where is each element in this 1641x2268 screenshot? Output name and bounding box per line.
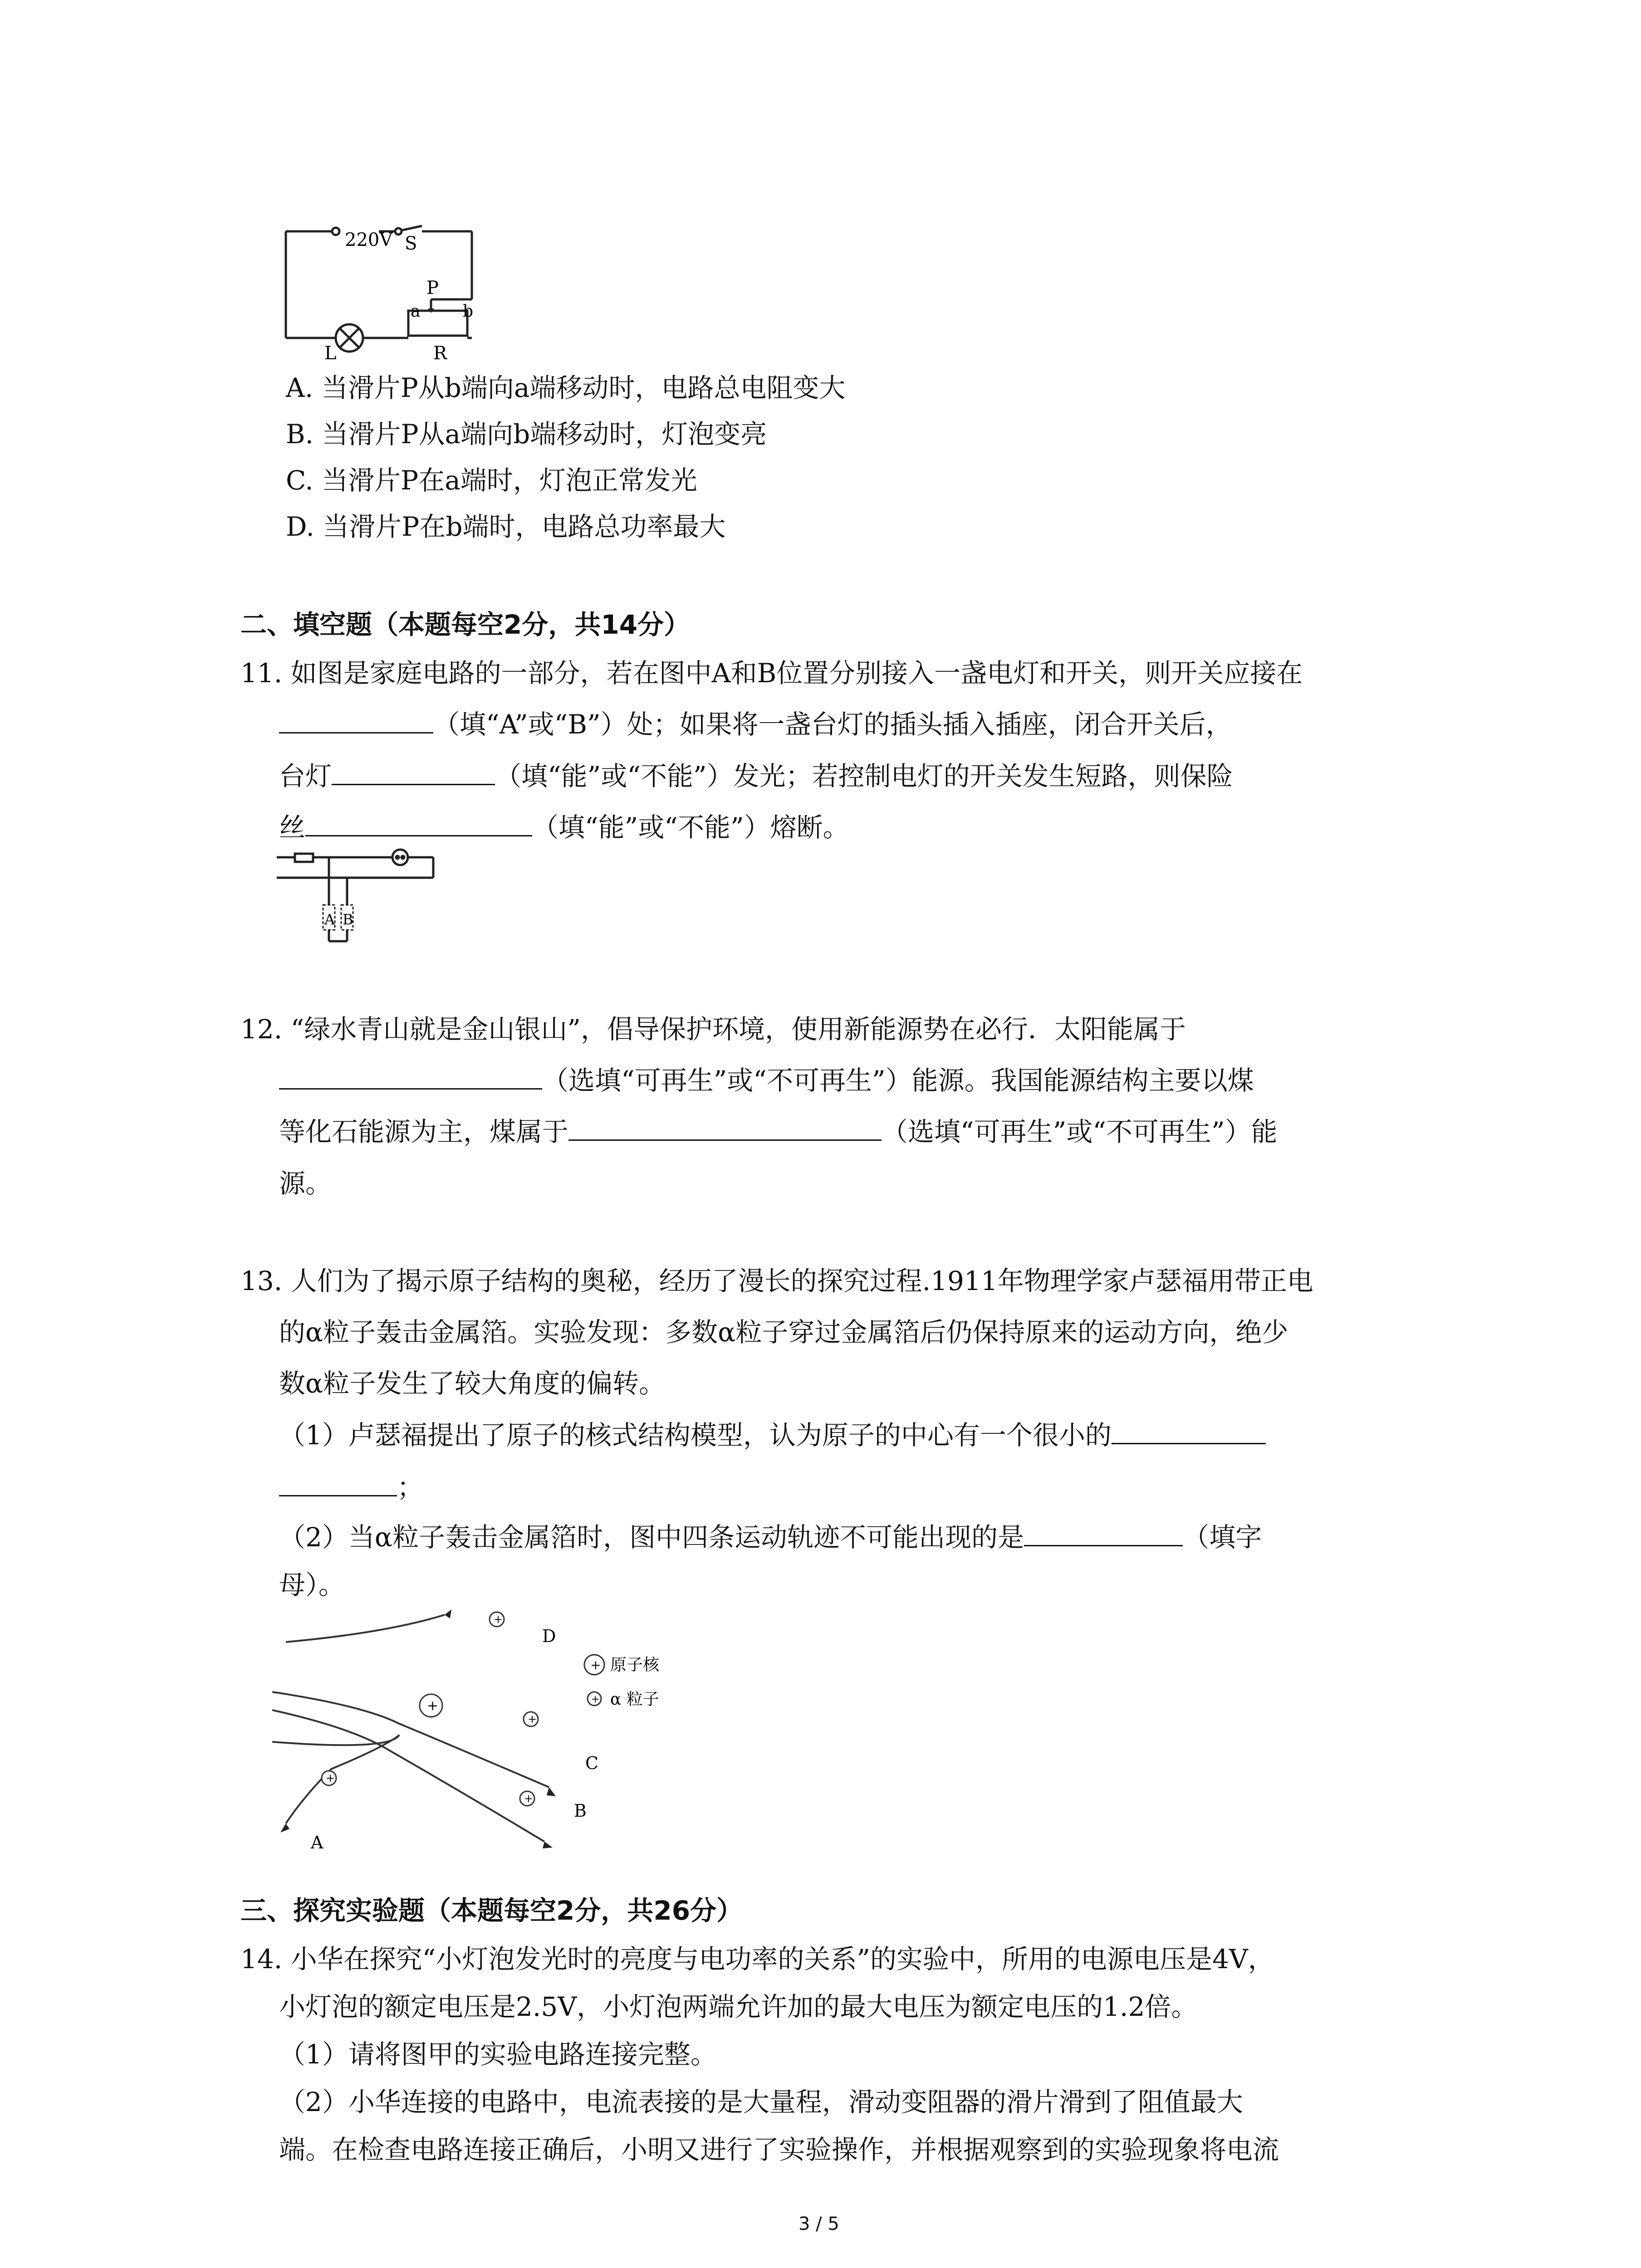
household-circuit-diagram [272,848,445,953]
q12-blank-1[interactable] [279,1063,542,1090]
circuit-diagram-q10 [272,218,499,363]
svg-text:+: + [494,1613,503,1626]
legend-nucleus: 原子核 [610,1656,660,1674]
q13-line3: 数α粒子发生了较大角度的偏转。 [279,1368,666,1399]
resistor-label: R [433,343,447,363]
q10-option-a: A. 当滑片P从b端向a端移动时，电路总电阻变大 [286,372,846,403]
q10-option-b: B. 当滑片P从a端向b端移动时，灯泡变亮 [286,419,767,450]
q11-line3: 台灯 （填“能”或“不能”）发光；若控制电灯的开关发生短路，则保险 [279,758,1233,794]
q13-sub2: （2）当α粒子轰击金属箔时，图中四条运动轨迹不可能出现的是 （填字 [279,1520,1262,1555]
q13-blank-1a[interactable] [1112,1418,1266,1444]
q12-line1: 12. “绿水青山就是金山银山”，倡导保护环境，使用新能源势在必行．太阳能属于 [240,1014,1186,1045]
q14-sub1: （1）请将图甲的实验电路连接完整。 [279,2039,717,2070]
svg-text:+: + [528,1713,537,1725]
slot-b-label: B [343,911,353,928]
q13-line1: 13. 人们为了揭示原子结构的奥秘，经历了漫长的探究过程.1911年物理学家卢瑟福用带正电 [240,1266,1313,1296]
trajectory-b-label: B [574,1801,587,1821]
q12-line3: 等化石能源为主，煤属于 （选填“可再生”或“不可再生”）能 [279,1114,1278,1149]
q12-line2: （选填“可再生”或“不可再生”）能源。我国能源结构主要以煤 [279,1063,1254,1098]
slot-a-label: A [324,911,335,928]
alpha-scattering-diagram [272,1597,717,1851]
trajectory-c-label: C [585,1753,599,1773]
q14-line2: 小灯泡的额定电压是2.5V，小灯泡两端允许加的最大电压为额定电压的1.2倍。 [279,1991,1198,2022]
q13-blank-2[interactable] [1024,1520,1183,1546]
end-b-label: b [463,302,474,321]
q11-line4: 丝 （填“能”或“不能”）熔断。 [279,810,849,845]
q13-sub1: （1）卢瑟福提出了原子的核式结构模型，认为原子的中心有一个很小的 [279,1418,1266,1453]
q10-option-d: D. 当滑片P在b端时，电路总功率最大 [286,511,726,542]
slider-label: P [426,278,439,298]
voltage-label: 220V [345,230,393,250]
q13-sub2-cont: 母）。 [279,1569,345,1600]
legend-alpha: α 粒子 [610,1690,659,1709]
q12-line4: 源。 [279,1168,332,1199]
svg-text:+: + [427,1698,439,1714]
q11-blank-2[interactable] [332,758,495,785]
page-number: 3 / 5 [798,2214,839,2234]
trajectory-a-label: A [311,1833,323,1851]
switch-label: S [405,233,417,254]
q11-blank-1[interactable] [279,707,433,733]
q14-sub2b: 端。在检查电路连接正确后，小明又进行了实验操作，并根据观察到的实验现象将电流 [279,2134,1279,2165]
q11-blank-3[interactable] [305,810,532,836]
svg-text:+: + [524,1792,534,1805]
trajectory-d-label: D [542,1626,556,1646]
q10-option-c: C. 当滑片P在a端时，灯泡正常发光 [286,465,697,496]
q12-blank-2[interactable] [568,1114,882,1141]
q11-line1: 11. 如图是家庭电路的一部分，若在图中A和B位置分别接入一盏电灯和开关，则开关应接在 [240,658,1303,689]
q11-line2: （填“A”或“B”）处；如果将一盏台灯的插头插入插座，闭合开关后， [279,707,1232,742]
svg-text:+: + [326,1772,335,1784]
section3-title: 三、探究实验题（本题每空2分，共26分） [240,1895,743,1926]
q13-line2: 的α粒子轰击金属箔。实验发现：多数α粒子穿过金属箔后仍保持原来的运动方向，绝少 [279,1317,1288,1348]
end-a-label: a [411,302,421,321]
q14-line1: 14. 小华在探究“小灯泡发光时的亮度与电功率的关系”的实验中，所用的电源电压是4V， [240,1944,1274,1975]
svg-text:+: + [591,1694,600,1705]
lamp-label: L [324,343,337,363]
q13-sub1-cont: ； [279,1470,423,1505]
q13-blank-1b[interactable] [279,1470,397,1496]
svg-text:+: + [590,1657,601,1672]
q14-sub2a: （2）小华连接的电路中，电流表接的是大量程，滑动变阻器的滑片滑到了阻值最大 [279,2087,1243,2117]
section2-title: 二、填空题（本题每空2分，共14分） [240,609,691,640]
